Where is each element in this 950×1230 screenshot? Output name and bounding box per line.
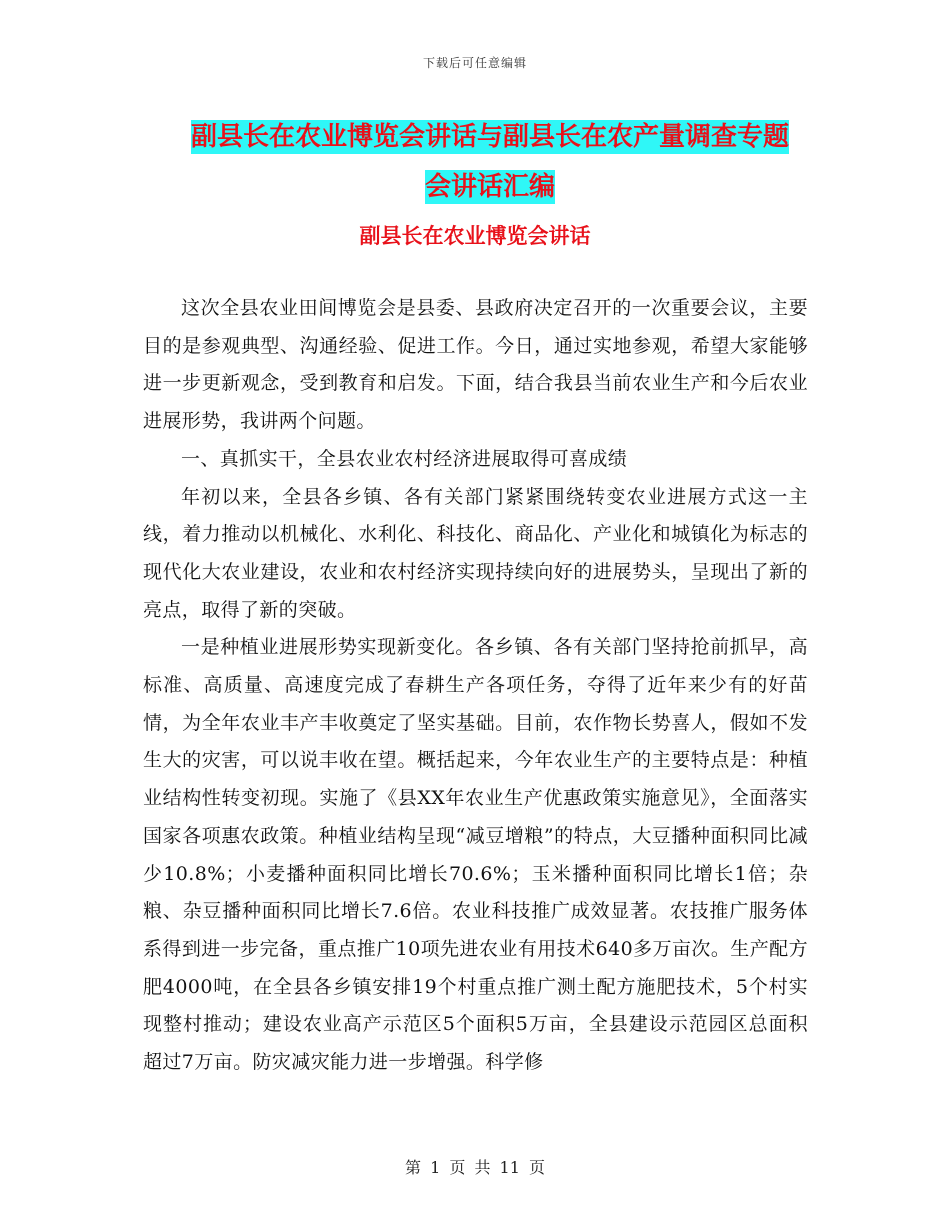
paragraph: 一是种植业进展形势实现新变化。各乡镇、各有关部门坚持抢前抓早，高标准、高质量、高速度完成了春耕生产各项任务，夺得了近年来少有的好苗情，为全年农业丰产丰收奠定了坚实基础。目前，农作物长势喜人，假如不发生大的灾害，可以说丰收在望。概括起来，今年农业生产的主要特点是：种植业结构性转变初现。实施了《县XX年农业生产优惠政策实施意见》，全面落实国家各项惠农政策。种植业结构呈现“减豆增粮”的特点，大豆播种面积同比减少10.8%；小麦播种面积同比增长70.6%；玉米播种面积同比增长1倍；杂粮、杂豆播种面积同比增长7.6倍。农业科技推广成效显著。农技推广服务体系得到进一步完备，重点推广10项先进农业有用技术640多万亩次。生产配方肥4000吨，在全县各乡镇安排19个村重点推广测土配方施肥技术，5个村实现整村推动；建设农业高产示范区5个面积5万亩，全县建设示范园区总面积超过7万亩。防灾减灾能力进一步增强。科学修	[143, 636, 808, 1074]
paragraph: 这次全县农业田间博览会是县委、县政府决定召开的一次重要会议，主要目的是参观典型、沟通经验、促进工作。今日，通过实地参观，希望大家能够进一步更新观念，受到教育和启发。下面，结合我县当前农业生产和今后农业进展形势，我讲两个问题。	[143, 297, 808, 433]
paragraph: 一、真抓实干，全县农业农村经济进展取得可喜成绩	[181, 447, 628, 470]
header-note: 下载后可任意编辑	[422, 56, 527, 70]
body-text	[143, 290, 808, 1082]
paragraph: 年初以来，全县各乡镇、各有关部门紧紧围绕转变农业进展方式这一主线，着力推动以机械化、水利化、科技化、商品化、产业化和城镇化为标志的现代化大农业建设，农业和农村经济实现持续向好的进展势头，呈现出了新的亮点，取得了新的突破。	[143, 485, 808, 621]
section-title: 副县长在农业博览会讲话	[359, 223, 591, 248]
page-number: 第 1 页 共 11 页	[405, 1158, 545, 1177]
title-line-1: 副县长在农业博览会讲话与副县长在农产量调查专题	[190, 122, 789, 152]
title-line-2: 会讲话汇编	[424, 172, 555, 202]
document-title	[160, 112, 820, 212]
